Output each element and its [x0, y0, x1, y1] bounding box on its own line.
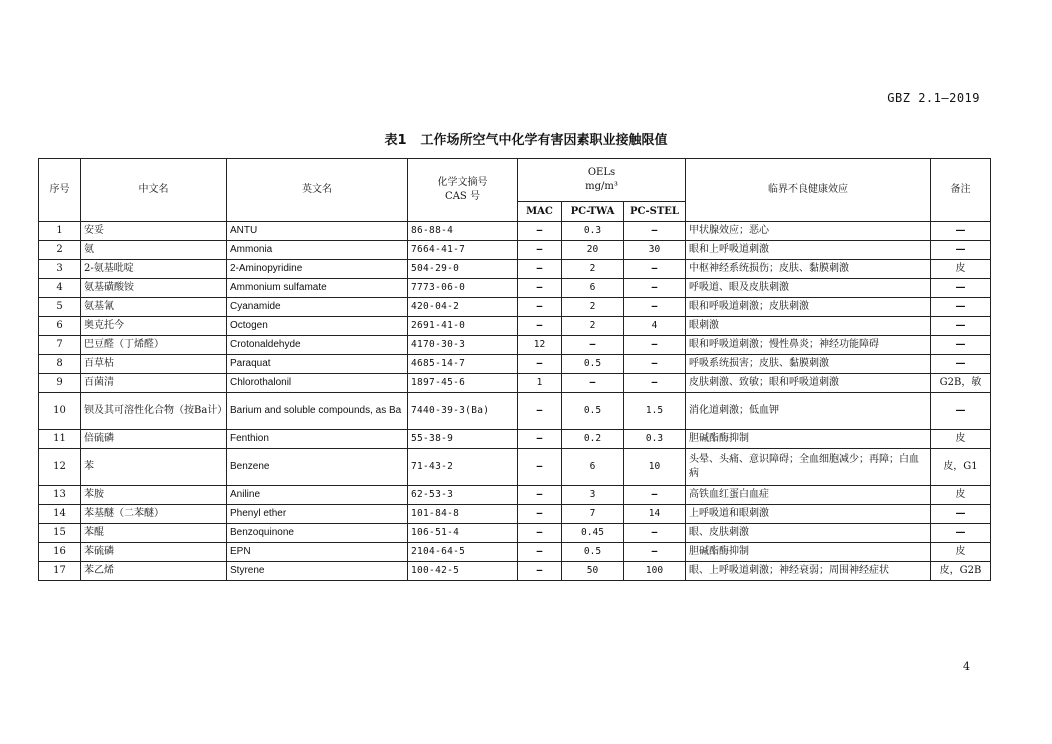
cell-cn-name: 苯硫磷: [81, 543, 227, 562]
table-number: 表1: [384, 133, 407, 148]
cell-effect: 高铁血红蛋白血症: [686, 486, 931, 505]
cell-pc-twa: 50: [562, 562, 624, 581]
cell-cas: 7664-41-7: [408, 241, 518, 260]
cell-pc-twa: 0.5: [562, 543, 624, 562]
table-row: [39, 449, 991, 486]
cell-pc-stel: —: [624, 355, 686, 374]
cell-cas: 4170-30-3: [408, 336, 518, 355]
cell-en-name: Benzene: [227, 449, 408, 486]
cell-mac: —: [518, 393, 562, 430]
cell-cas: 101-84-8: [408, 505, 518, 524]
cell-seq: 12: [39, 449, 81, 486]
cell-effect: 眼、上呼吸道刺激；神经衰弱；周围神经症状: [686, 562, 931, 581]
cell-pc-twa: 0.5: [562, 393, 624, 430]
cell-note: —: [931, 222, 991, 241]
cell-cn-name: 苯醌: [81, 524, 227, 543]
cell-pc-stel: 30: [624, 241, 686, 260]
table-row: [39, 393, 991, 430]
header-cn-name: 中文名: [81, 159, 227, 222]
cell-pc-stel: 4: [624, 317, 686, 336]
oel-table: [38, 158, 991, 581]
cell-seq: 13: [39, 486, 81, 505]
cell-en-name: Octogen: [227, 317, 408, 336]
cell-pc-twa: 6: [562, 449, 624, 486]
cell-cn-name: 苯胺: [81, 486, 227, 505]
cell-note: 皮: [931, 260, 991, 279]
table-row: [39, 374, 991, 393]
cell-pc-twa: 2: [562, 260, 624, 279]
cell-seq: 9: [39, 374, 81, 393]
header-oels-line2: mg/m³: [585, 181, 618, 192]
cell-cas: 504-29-0: [408, 260, 518, 279]
cell-mac: —: [518, 449, 562, 486]
cell-cas: 71-43-2: [408, 449, 518, 486]
cell-cas: 1897-45-6: [408, 374, 518, 393]
table-row: [39, 298, 991, 317]
cell-cn-name: 奥克托今: [81, 317, 227, 336]
cell-seq: 7: [39, 336, 81, 355]
cell-en-name: Styrene: [227, 562, 408, 581]
cell-cn-name: 苯基醚（二苯醚）: [81, 505, 227, 524]
cell-cn-name: 钡及其可溶性化合物（按Ba计）: [81, 393, 227, 430]
cell-pc-stel: 100: [624, 562, 686, 581]
cell-cn-name: 氨: [81, 241, 227, 260]
cell-cn-name: 倍硫磷: [81, 430, 227, 449]
cell-cn-name: 巴豆醛（丁烯醛）: [81, 336, 227, 355]
cell-note: —: [931, 336, 991, 355]
cell-effect: 呼吸系统损害；皮肤、黏膜刺激: [686, 355, 931, 374]
header-pc-twa: PC-TWA: [562, 202, 624, 222]
cell-note: —: [931, 241, 991, 260]
cell-note: —: [931, 279, 991, 298]
cell-en-name: Aniline: [227, 486, 408, 505]
cell-pc-twa: 3: [562, 486, 624, 505]
cell-pc-stel: 0.3: [624, 430, 686, 449]
table-row: [39, 524, 991, 543]
cell-mac: —: [518, 505, 562, 524]
cell-pc-stel: —: [624, 336, 686, 355]
cell-en-name: Crotonaldehyde: [227, 336, 408, 355]
cell-mac: —: [518, 279, 562, 298]
cell-mac: —: [518, 222, 562, 241]
cell-mac: —: [518, 355, 562, 374]
header-pc-stel: PC-STEL: [624, 202, 686, 222]
header-cas-line2: CAS 号: [445, 191, 480, 202]
cell-pc-twa: 2: [562, 298, 624, 317]
header-mac: MAC: [518, 202, 562, 222]
cell-note: —: [931, 298, 991, 317]
table-caption: [0, 129, 1052, 148]
cell-pc-twa: —: [562, 336, 624, 355]
cell-pc-twa: 2: [562, 317, 624, 336]
header-notes: 备注: [931, 159, 991, 222]
cell-pc-stel: 1.5: [624, 393, 686, 430]
cell-seq: 4: [39, 279, 81, 298]
cell-mac: —: [518, 486, 562, 505]
cell-note: —: [931, 505, 991, 524]
cell-en-name: Benzoquinone: [227, 524, 408, 543]
cell-cas: 7773-06-0: [408, 279, 518, 298]
cell-note: 皮，G1: [931, 449, 991, 486]
header-oels: [518, 159, 686, 202]
cell-mac: 1: [518, 374, 562, 393]
cell-pc-stel: —: [624, 222, 686, 241]
cell-cn-name: 苯乙烯: [81, 562, 227, 581]
cell-seq: 8: [39, 355, 81, 374]
table-row: [39, 336, 991, 355]
cell-pc-stel: —: [624, 298, 686, 317]
page-number: 4: [963, 660, 970, 673]
standard-code: GBZ 2.1—2019: [887, 91, 980, 105]
cell-en-name: EPN: [227, 543, 408, 562]
cell-pc-stel: —: [624, 524, 686, 543]
header-cas-line1: 化学文摘号: [437, 177, 488, 188]
cell-seq: 6: [39, 317, 81, 336]
table-row: [39, 317, 991, 336]
cell-seq: 16: [39, 543, 81, 562]
cell-cn-name: 苯: [81, 449, 227, 486]
cell-en-name: Ammonia: [227, 241, 408, 260]
cell-en-name: Phenyl ether: [227, 505, 408, 524]
cell-cas: 55-38-9: [408, 430, 518, 449]
cell-cas: 106-51-4: [408, 524, 518, 543]
cell-en-name: Fenthion: [227, 430, 408, 449]
cell-effect: 眼、皮肤刺激: [686, 524, 931, 543]
cell-pc-twa: 0.2: [562, 430, 624, 449]
cell-seq: 11: [39, 430, 81, 449]
table-row: [39, 430, 991, 449]
table-row: [39, 355, 991, 374]
cell-mac: —: [518, 317, 562, 336]
cell-mac: 12: [518, 336, 562, 355]
cell-cas: 62-53-3: [408, 486, 518, 505]
cell-pc-twa: 6: [562, 279, 624, 298]
cell-mac: —: [518, 430, 562, 449]
cell-en-name: ANTU: [227, 222, 408, 241]
cell-cas: 100-42-5: [408, 562, 518, 581]
cell-seq: 17: [39, 562, 81, 581]
cell-effect: 中枢神经系统损伤；皮肤、黏膜刺激: [686, 260, 931, 279]
cell-en-name: Chlorothalonil: [227, 374, 408, 393]
cell-cn-name: 百菌清: [81, 374, 227, 393]
cell-pc-twa: —: [562, 374, 624, 393]
cell-seq: 5: [39, 298, 81, 317]
cell-pc-twa: 0.3: [562, 222, 624, 241]
cell-effect: 皮肤刺激、致敏；眼和呼吸道刺激: [686, 374, 931, 393]
cell-note: 皮，G2B: [931, 562, 991, 581]
cell-seq: 15: [39, 524, 81, 543]
cell-pc-twa: 7: [562, 505, 624, 524]
cell-mac: —: [518, 524, 562, 543]
cell-cas: 2104-64-5: [408, 543, 518, 562]
cell-seq: 1: [39, 222, 81, 241]
cell-effect: 眼和上呼吸道刺激: [686, 241, 931, 260]
cell-cn-name: 氨基磺酸铵: [81, 279, 227, 298]
cell-note: 皮: [931, 430, 991, 449]
cell-cn-name: 百草枯: [81, 355, 227, 374]
cell-pc-stel: 10: [624, 449, 686, 486]
cell-pc-stel: —: [624, 374, 686, 393]
cell-pc-stel: —: [624, 543, 686, 562]
table-row: [39, 260, 991, 279]
cell-effect: 呼吸道、眼及皮肤刺激: [686, 279, 931, 298]
table-row: [39, 222, 991, 241]
cell-pc-twa: 20: [562, 241, 624, 260]
table-row: [39, 486, 991, 505]
cell-en-name: 2-Aminopyridine: [227, 260, 408, 279]
cell-seq: 3: [39, 260, 81, 279]
cell-cn-name: 2-氨基吡啶: [81, 260, 227, 279]
cell-cn-name: 氨基氰: [81, 298, 227, 317]
cell-en-name: Paraquat: [227, 355, 408, 374]
header-seq: 序号: [39, 159, 81, 222]
cell-seq: 14: [39, 505, 81, 524]
cell-cas: 420-04-2: [408, 298, 518, 317]
cell-cas: 4685-14-7: [408, 355, 518, 374]
cell-note: —: [931, 355, 991, 374]
cell-effect: 眼和呼吸道刺激；慢性鼻炎；神经功能障碍: [686, 336, 931, 355]
cell-pc-stel: —: [624, 279, 686, 298]
cell-effect: 胆碱酯酶抑制: [686, 430, 931, 449]
cell-en-name: Ammonium sulfamate: [227, 279, 408, 298]
cell-mac: —: [518, 543, 562, 562]
cell-note: 皮: [931, 486, 991, 505]
cell-mac: —: [518, 241, 562, 260]
cell-note: —: [931, 317, 991, 336]
cell-pc-twa: 0.5: [562, 355, 624, 374]
cell-effect: 胆碱酯酶抑制: [686, 543, 931, 562]
cell-seq: 2: [39, 241, 81, 260]
cell-cas: 2691-41-0: [408, 317, 518, 336]
cell-effect: 眼刺激: [686, 317, 931, 336]
cell-effect: 头晕、头痛、意识障碍；全血细胞减少；再障；白血病: [686, 449, 931, 486]
cell-cn-name: 安妥: [81, 222, 227, 241]
cell-note: —: [931, 393, 991, 430]
cell-pc-stel: —: [624, 260, 686, 279]
cell-seq: 10: [39, 393, 81, 430]
cell-note: 皮: [931, 543, 991, 562]
cell-pc-stel: —: [624, 486, 686, 505]
cell-mac: —: [518, 562, 562, 581]
header-oels-line1: OELs: [587, 167, 616, 178]
header-effects: 临界不良健康效应: [686, 159, 931, 222]
cell-pc-twa: 0.45: [562, 524, 624, 543]
cell-effect: 甲状腺效应；恶心: [686, 222, 931, 241]
header-cas: [408, 159, 518, 222]
cell-mac: —: [518, 260, 562, 279]
cell-cas: 86-88-4: [408, 222, 518, 241]
cell-note: G2B，敏: [931, 374, 991, 393]
cell-en-name: Cyanamide: [227, 298, 408, 317]
table-row: [39, 279, 991, 298]
cell-mac: —: [518, 298, 562, 317]
cell-note: —: [931, 524, 991, 543]
table-row: [39, 543, 991, 562]
cell-effect: 上呼吸道和眼刺激: [686, 505, 931, 524]
cell-cas: 7440-39-3(Ba): [408, 393, 518, 430]
cell-effect: 眼和呼吸道刺激；皮肤刺激: [686, 298, 931, 317]
table-row: [39, 241, 991, 260]
table-title: 工作场所空气中化学有害因素职业接触限值: [420, 133, 668, 148]
table-row: [39, 562, 991, 581]
table-row: [39, 505, 991, 524]
header-en-name: 英文名: [227, 159, 408, 222]
cell-pc-stel: 14: [624, 505, 686, 524]
cell-effect: 消化道刺激；低血钾: [686, 393, 931, 430]
cell-en-name: Barium and soluble compounds, as Ba: [227, 393, 408, 430]
